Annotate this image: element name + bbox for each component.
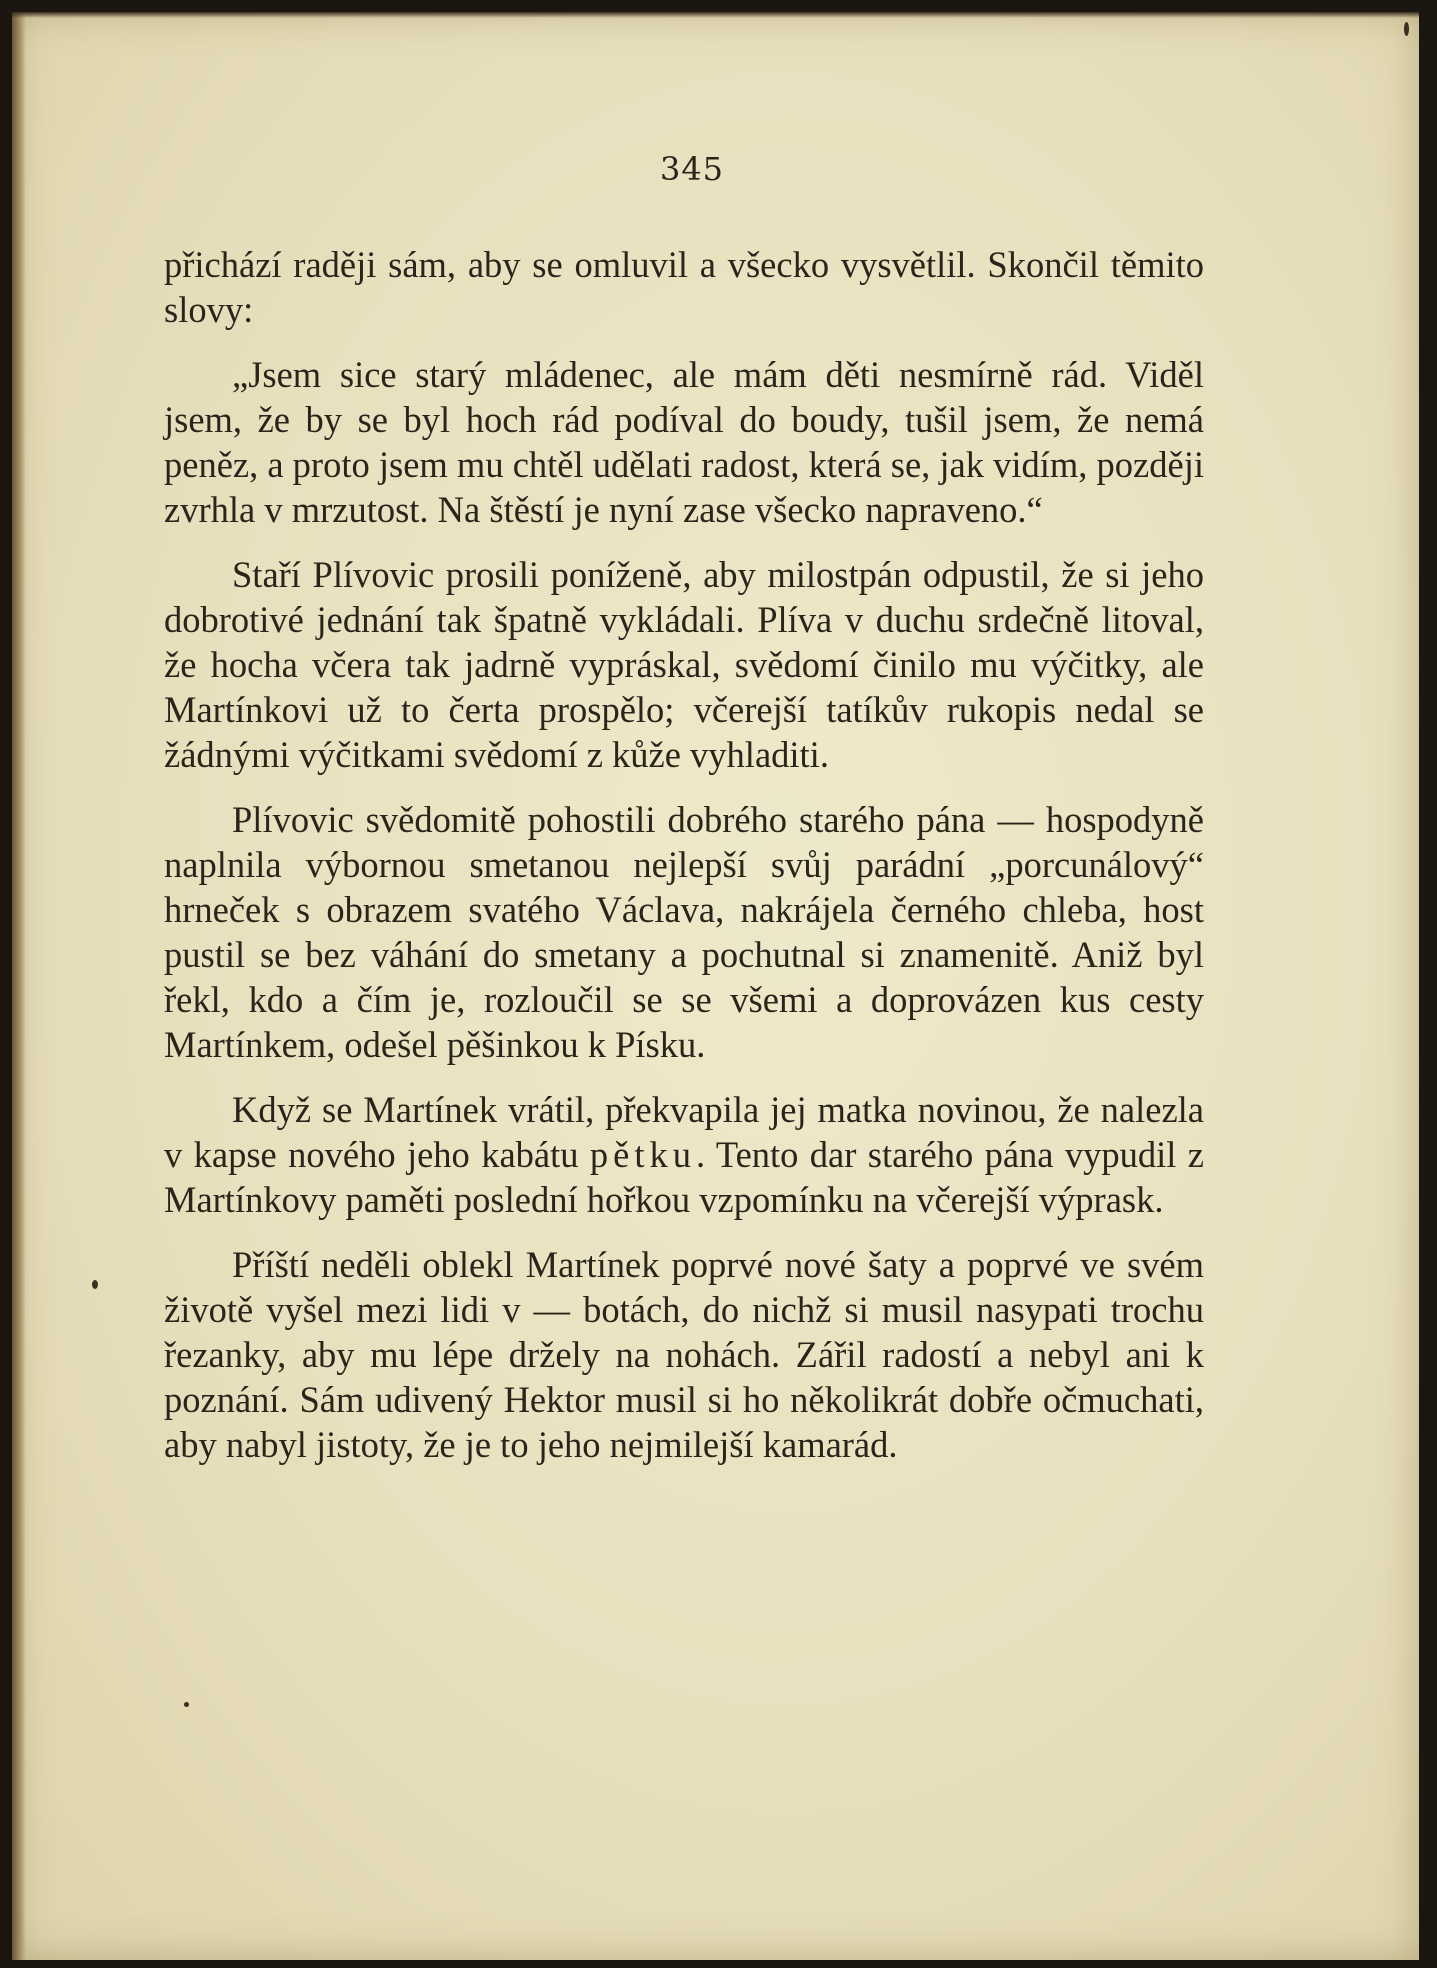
- page-binding-edge: [12, 12, 26, 1960]
- body-text: [164, 242, 1204, 1487]
- emphasized-word: pětku: [589, 1134, 696, 1175]
- paragraph-plivovic-apology: Staří Plívovic prosili poníženě, aby milostpán odpustil, že si jeho dobrotivé jednání tak špatně vykládali. Plíva v duchu srdečně litoval, že hocha včera tak jadrně vypráskal, svědomí činilo mu výčitky, ale Martínkovi už to čerta prospělo; včerejší tatíkův rukopis nedal se žádnými výčitkami svědomí z kůže vyhladiti.: [164, 554, 1204, 775]
- paragraph-hospitality: Plívovic svědomitě pohostili dobrého starého pána — hospodyně naplnila výbornou smetanou nejlepší svůj parádní „porcunálový“ hrneček s obrazem svatého Václava, nakrájela černého chleba, host pustil se bez váhání do smetany a pochutnal si znamenitě. Aniž byl řekl, kdo a čím je, rozloučil se se všemi a doprovázen kus cesty Martínkem, odešel pěšinkou k Písku.: [164, 799, 1204, 1065]
- paragraph-quote: „Jsem sice starý mládenec, ale mám děti nesmírně rád. Viděl jsem, že by se byl hoch rád podíval do boudy, tušil jsem, že nemá peněz, a proto jsem mu chtěl udělati radost, která se, jak vidím, později zvrhla v mrzutost. Na štěstí je nyní zase všecko napraveno.“: [164, 354, 1204, 530]
- page-number: 345: [659, 150, 725, 188]
- paragraph-gift-end: . Tento dar starého pána vypudil z Martínkovy paměti poslední hořkou vzpomínku na včerejší výprask.: [164, 1134, 1204, 1220]
- ink-speck: [92, 1280, 98, 1289]
- paragraph-gift: [164, 1087, 1204, 1222]
- ink-speck: [1404, 22, 1409, 36]
- paragraph-gift-start: Když se Martínek vrátil, překvapila jej matka novinou, že nalezla v kapse nového jeho kabátu: [164, 1089, 1204, 1175]
- paragraph-new-clothes: Příští neděli oblekl Martínek poprvé nové šaty a poprvé ve svém životě vyšel mezi lidi v — botách, do nichž si musil nasypati trochu řezanky, aby mu lépe držely na nohách. Zářil radostí a nebyl ani k poznání. Sám udivený Hektor musil si ho několikrát dobře očmuchati, aby nabyl jistoty, že je to jeho nejmilejší kamarád.: [164, 1244, 1204, 1465]
- book-page: [12, 12, 1419, 1960]
- ink-speck: [184, 1702, 189, 1707]
- page-top-edge: [12, 12, 1419, 18]
- paragraph-continuation: přichází raději sám, aby se omluvil a všecko vysvětlil. Skončil těmito slovy:: [164, 244, 1204, 330]
